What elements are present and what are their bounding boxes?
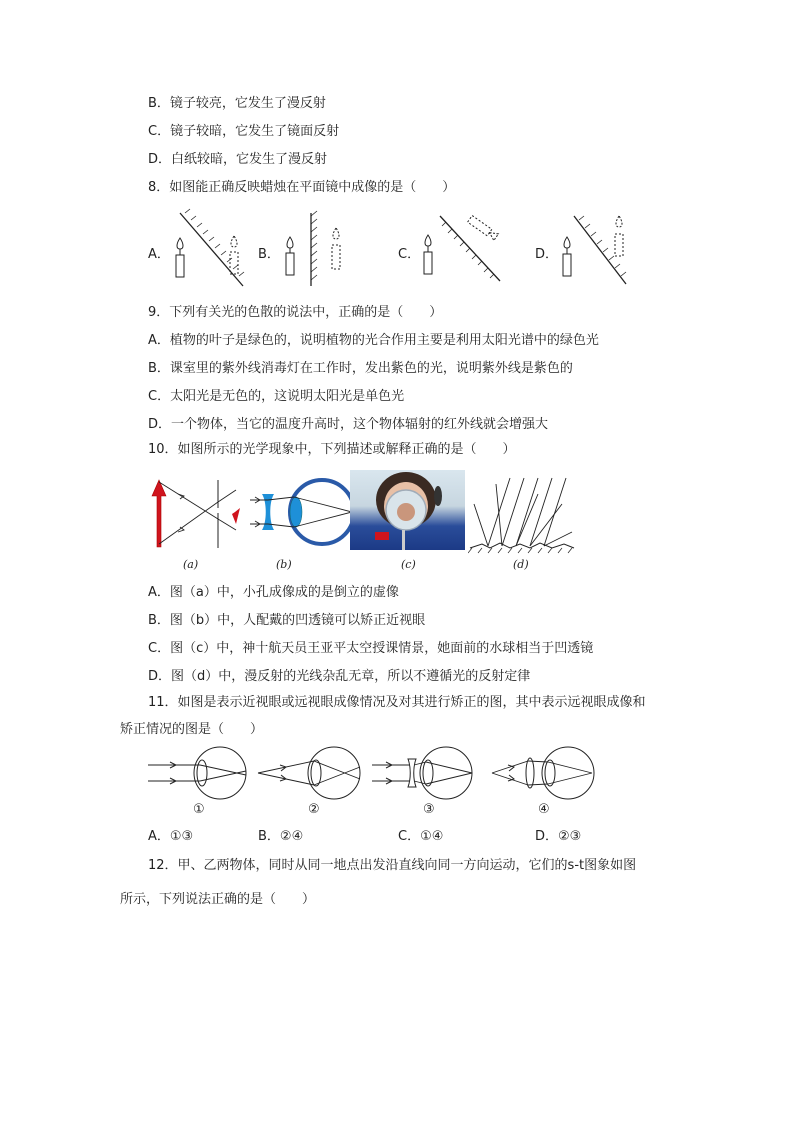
- q9-option-c: C．太阳光是无色的，这说明太阳光是单色光: [148, 389, 405, 404]
- q9-option-a: A．植物的叶子是绿色的，说明植物的光合作用主要是利用太阳光谱中的绿色光: [148, 333, 599, 348]
- q7-option-d: D．白纸较暗，它发生了漫反射: [148, 152, 328, 167]
- q10-option-b: B．图（b）中，人配戴的凹透镜可以矫正近视眼: [148, 613, 426, 628]
- q10-figure-a-pinhole: [148, 472, 248, 552]
- q11-stem-line-2: 矫正情况的图是（ ）: [120, 722, 264, 737]
- q10-figure-d-diffuse: [468, 474, 578, 554]
- q12-stem-line-1: 12．甲、乙两物体，同时从同一地点出发沿直线向同一方向运动，它们的s-t图象如图: [148, 858, 637, 873]
- q11-eye-figure-2: [256, 745, 361, 803]
- q11-stem-line-1: 11．如图是表示近视眼或远视眼成像情况及对其进行矫正的图，其中表示远视眼成像和: [148, 695, 646, 710]
- q8-label-a: A．: [148, 247, 170, 262]
- q8-stem: 8．如图能正确反映蜡烛在平面镜中成像的是（ ）: [148, 180, 456, 195]
- q11-option-c: C．①④: [398, 829, 444, 844]
- q10-caption-c: (c): [401, 558, 416, 571]
- q7-option-c: C．镜子较暗，它发生了镜面反射: [148, 124, 340, 139]
- q8-label-c: C．: [398, 247, 421, 262]
- q9-stem: 9．下列有关光的色散的说法中，正确的是（ ）: [148, 305, 443, 320]
- q12-stem-line-2: 所示，下列说法正确的是（ ）: [120, 892, 316, 907]
- q10-option-d: D．图（d）中，漫反射的光线杂乱无章，所以不遵循光的反射定律: [148, 669, 531, 684]
- q11-option-a: A．①③: [148, 829, 194, 844]
- q11-eye-figure-4: [490, 745, 595, 803]
- q10-option-c: C．图（c）中，神十航天员王亚平太空授课情景，她面前的水球相当于凹透镜: [148, 641, 594, 656]
- q8-figure-b: [275, 208, 360, 290]
- q11-number-3: ③: [423, 802, 435, 817]
- q8-figure-a: [165, 208, 255, 290]
- q10-caption-d: (d): [513, 558, 529, 571]
- q11-number-1: ①: [193, 802, 205, 817]
- q11-eye-figure-3: [372, 745, 477, 803]
- q11-option-b: B．②④: [258, 829, 304, 844]
- q11-number-2: ②: [308, 802, 320, 817]
- q10-figure-c-water-ball-photo: [350, 470, 465, 550]
- q9-option-b: B．课室里的紫外线消毒灯在工作时，发出紫色的光，说明紫外线是紫色的: [148, 361, 573, 376]
- q8-figure-c: [415, 208, 510, 290]
- q11-number-4: ④: [538, 802, 550, 817]
- q10-stem: 10．如图所示的光学现象中，下列描述或解释正确的是（ ）: [148, 442, 516, 457]
- q9-option-d: D．一个物体，当它的温度升高时，这个物体辐射的红外线就会增强大: [148, 417, 549, 432]
- q10-figure-b-eye: [250, 472, 350, 552]
- q11-eye-figure-1: [148, 745, 248, 803]
- q8-figure-d: [552, 208, 637, 290]
- q11-option-d: D．②③: [535, 829, 582, 844]
- q8-label-d: D．: [535, 247, 559, 262]
- q8-label-b: B．: [258, 247, 280, 262]
- q10-option-a: A．图（a）中，小孔成像成的是倒立的虚像: [148, 585, 399, 600]
- q10-caption-b: (b): [276, 558, 292, 571]
- q7-option-b: B．镜子较亮，它发生了漫反射: [148, 96, 326, 111]
- q10-caption-a: (a): [183, 558, 199, 571]
